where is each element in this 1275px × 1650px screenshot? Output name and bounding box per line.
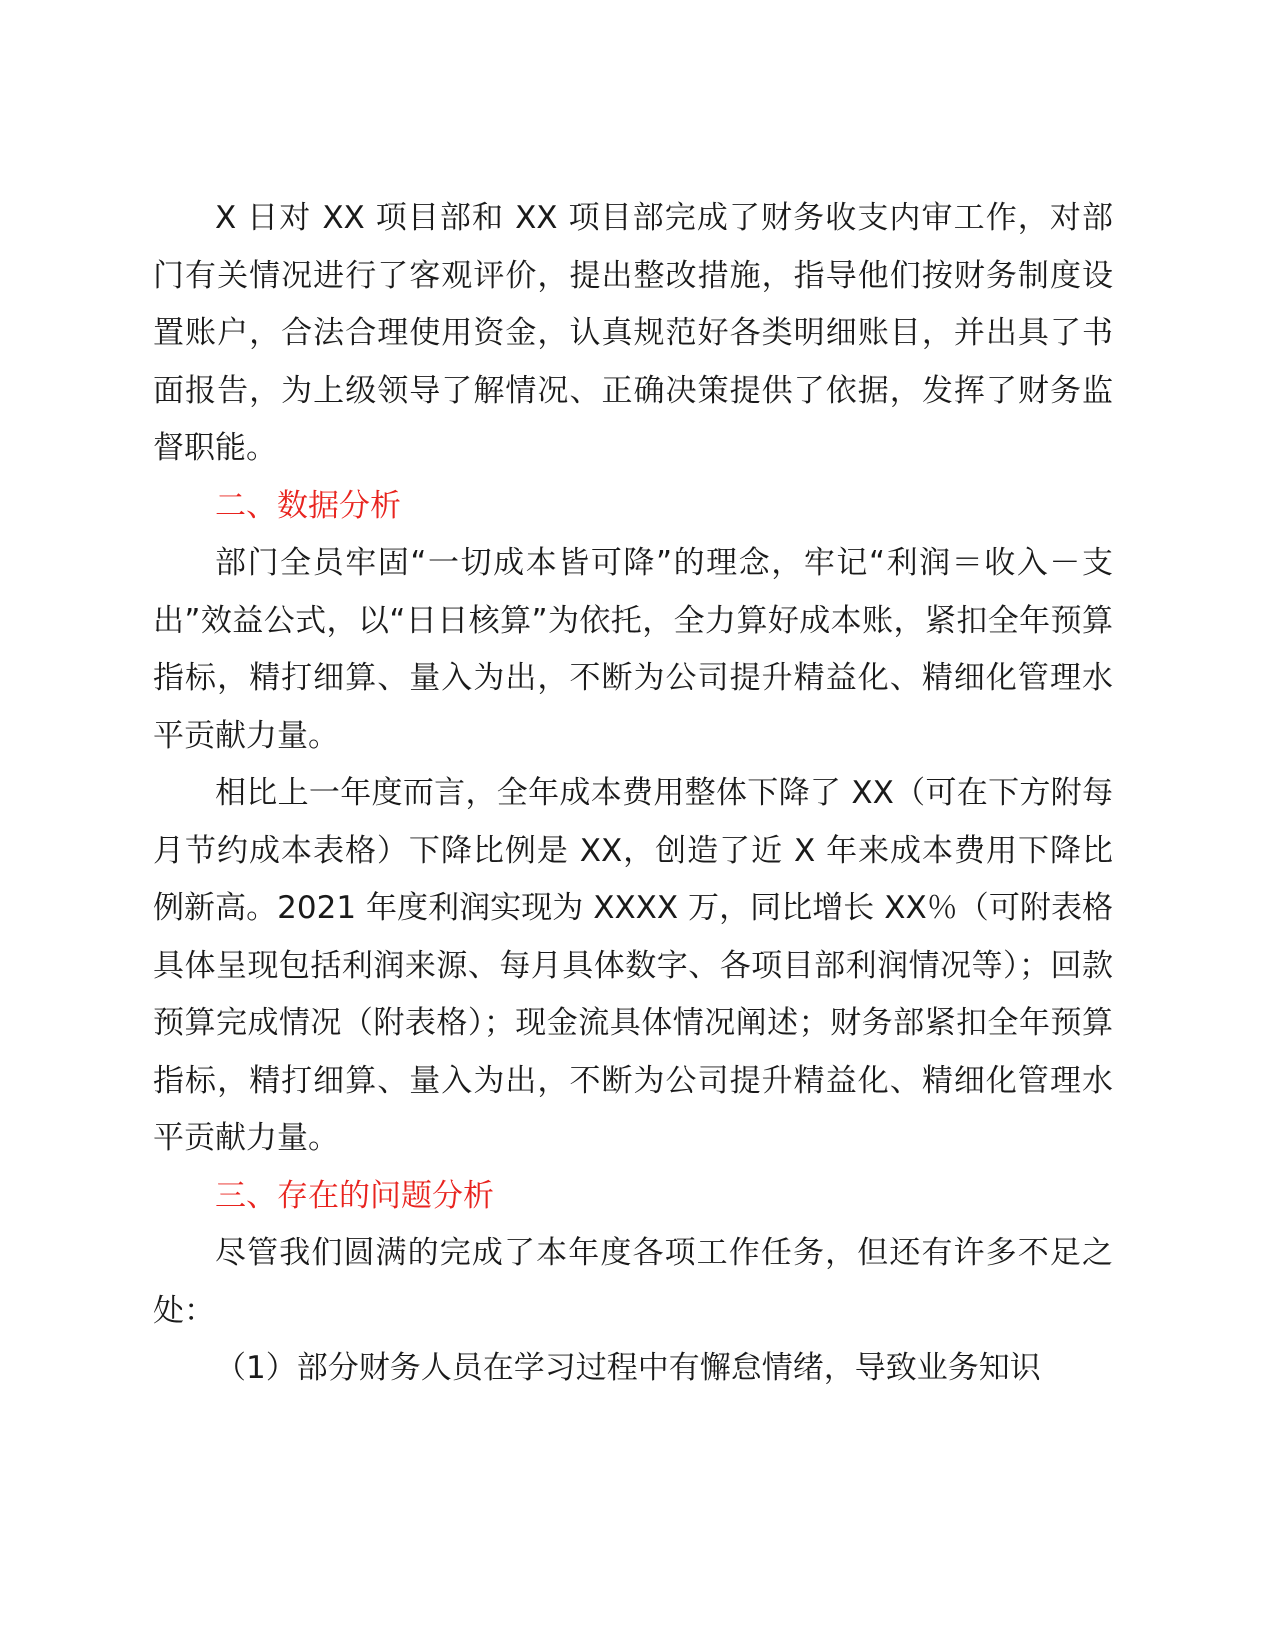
section-heading-problem-analysis: 三、存在的问题分析 <box>215 1177 494 1214</box>
section-heading-data-analysis: 二、数据分析 <box>215 487 401 524</box>
paragraph-cost-profit-figures: 相比上一年度而言，全年成本费用整体下降了 XX（可在下方附每月节约成本表格）下降比例是 XX，创造了近 X 年来成本费用下降比例新高。2021 年度利润实现为 XXXX 万，同比增长 XX％（可附表格具体呈现包括利润来源、每月具体数字、各项目部利润情况等）；回款预算完成情况（附表格）；现金流具体情况阐述；财务部紧扣全年预算指标，精打细算、量入为出，不断为公司提升精益化、精细化管理水平贡献力量。 <box>153 775 1113 1156</box>
paragraph-audit-summary: X 日对 XX 项目部和 XX 项目部完成了财务收支内审工作，对部门有关情况进行了客观评价，提出整改措施，指导他们按财务制度设置账户，合法合理使用资金，认真规范好各类明细账目，并出具了书面报告，为上级领导了解情况、正确决策提供了依据，发挥了财务监督职能。 <box>153 200 1113 466</box>
paragraph-cost-philosophy: 部门全员牢固“一切成本皆可降”的理念，牢记“利润＝收入－支出”效益公式，以“日日核算”为依托，全力算好成本账，紧扣全年预算指标，精打细算、量入为出，不断为公司提升精益化、精细化管理水平贡献力量。 <box>153 545 1113 754</box>
document-page <box>153 190 1113 1398</box>
paragraph-shortcomings-intro: 尽管我们圆满的完成了本年度各项工作任务，但还有许多不足之处： <box>153 1235 1113 1329</box>
paragraph-shortcoming-1: （1）部分财务人员在学习过程中有懈怠情绪，导致业务知识 <box>215 1350 1041 1386</box>
